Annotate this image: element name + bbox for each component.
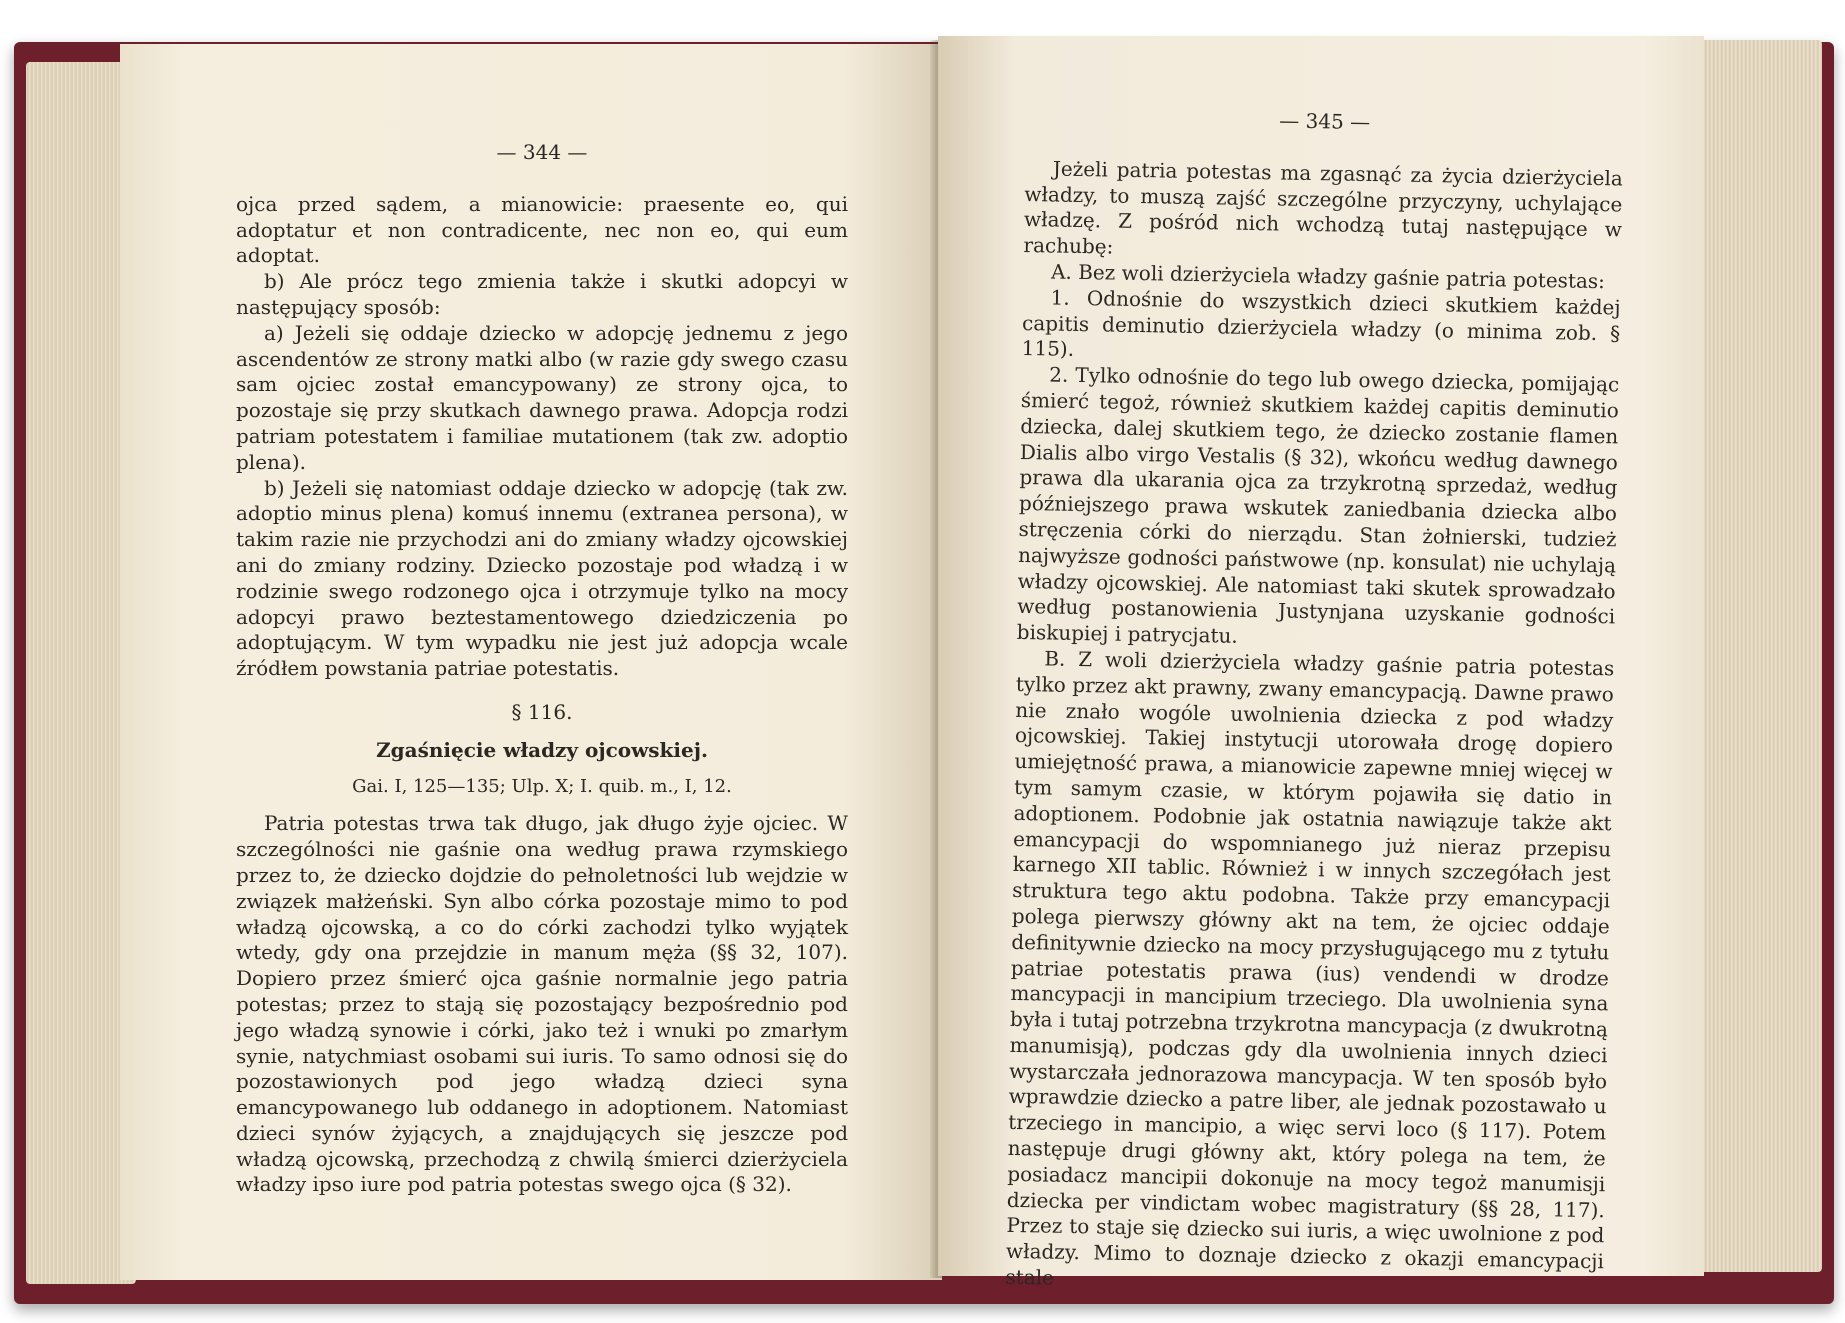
page-number-345: — 345 — [1279, 108, 1371, 135]
left-page [120, 44, 942, 1280]
paragraph: 2. Tylko odnośnie do tego lub owego dziecka, pomijając śmierć tegoż, również skutkiem każdej capitis deminutio dziecka, dalej skutkiem tego, że dziecko zostanie flamen Dialis albo virgo Vestalis (§ 32), wkońcu według dawnego prawa dla ukarania ojca za trzykrotną sprzedaż, według późniejszego prawa wskutek zaniedbania dziecka albo stręczenia córki do nierządu. Stan żołnierski, tudzież najwyższe godności państwowe (np. konsulat) nie uchylają władzy ojcowskiej. Ale natomiast taki skutek sprowadzało według postanowienia Justynjana uzyskanie godności biskupiej i patrycjatu. [1016, 362, 1620, 648]
right-page [938, 36, 1704, 1290]
right-page-text [1005, 104, 1624, 1301]
paragraph: ojca przed sądem, a mianowicie: praesente eo, qui adoptatur et non contradicente, nec non eo, qui eum adoptat. [236, 191, 848, 268]
paragraph: b) Ale prócz tego zmienia także i skutki adopcyi w następujący sposób: [236, 269, 848, 319]
left-page-text [236, 140, 848, 1198]
paragraph: B. Z woli dzierżyciela władzy gaśnie patria potestas tylko przez akt prawny, zwany emancypacją. Dawne prawo nie znało wogóle uwolnienia dziecka z pod władzy ojcowskiej. Takiej instytucji utorowała drogę dopiero umiejętność prawa, a mianowicie zapewne mniej więcej w tym samym czasie, w którym pojawiła się datio in adoptionem. Podobnie jak ostatnia nawiązuje także akt emancypacji do wspomnianego już nieraz przepisu karnego XII tablic. Również i w innych szczegółach jest struktura tego aktu podobna. Także przy emancypacji polega pierwszy główny akt na tem, że ojciec oddaje definitywnie dziecko na mocy przysługującego mu z tytułu patriae potestatis prawa (ius) vendendi w drodze mancypacji in mancipium trzeciego. Dla uwolnienia syna była i tutaj potrzebna trzykrotna mancypacja (z dwukrotną manumisją), podczas gdy dla uwolnienia innych dzieci wystarczała jednorazowa mancypacja. W ten sposób było wprawdzie dziecko a patre liber, ale jednak pozostawało u trzeciego in mancipio, a więc servi loco (§ 117). Potem następuje drugi główny akt, który polega na tem, że posiadacz mancipii dokonuje na mocy tegoż manumisji dziecka per vindictam wobec magistratury (§§ 28, 117). Przez to staje się dziecko sui iuris, a więc uwolnione z pod władzy. Mimo to doznaje dziecko z okazji emancypacji stale [1005, 646, 1615, 1290]
page-edges-right [1700, 40, 1822, 1272]
paragraph: a) Jeżeli się oddaje dziecko w adopcję jednemu z jego ascendentów ze strony matki albo (w razie gdy swego czasu sam ojciec został emancypowany) ze strony ojca, to pozostaje się przy skutkach dawnego prawa. Adopcja rodzi patriam potestatem i familiae mutationem (tak zw. adoptio plena). [236, 320, 848, 474]
paragraph: Patria potestas trwa tak długo, jak długo żyje ojciec. W szczególności nie gaśnie ona według prawa rzymskiego przez to, że dziecko dojdzie do pełnoletności lub wejdzie w związek małżeński. Syn albo córka pozostaje mimo to pod władzą ojcowską, a co do córki zachodzi tylko wyjątek wtedy, gdy ona przejdzie in manum męża (§§ 32, 107). Dopiero przez śmierć ojca gaśnie normalnie jego patria potestas; przez to stają się pozostający bezpośrednio pod jego władzą synowie i córki, jako też i wnuki po zmarłym synie, natychmiast osobami sui iuris. To samo odnosi się do pozostawionych pod jego władzą dzieci syna emancypowanego lub oddanego in adoptionem. Natomiast dzieci synów żyjących, a znajdujących się jeszcze pod władzą ojcowską, przechodzą z chwilą śmierci dzierżyciela władzy ipso iure pod patria potestas swego ojca (§ 32). [236, 811, 848, 1197]
paragraph: b) Jeżeli się natomiast oddaje dziecko w adopcję (tak zw. adoptio minus plena) komuś innemu (extranea persona), w takim razie nie przychodzi ani do zmiany władzy ojcowskiej ani do zmiany rodziny. Dziecko pozostaje pod władzą i w rodzinie swego rodzonego ojca i otrzymuje tylko na mocy adopcyi prawo beztestamentowego dziedziczenia po adoptującym. W tym wypadku nie jest już adopcja wcale źródłem powstania patriae potestatis. [236, 475, 848, 681]
paragraph: Jeżeli patria potestas ma zgasnąć za życia dzierżyciela władzy, to muszą zajść szczególne przyczyny, uchylające władzę. Z pośród nich wchodzą tutaj następujące w rachubę: [1023, 156, 1624, 259]
section-title: Zgaśnięcie władzy ojcowskiej. [376, 737, 708, 762]
page-number-344: — 344 — [496, 140, 588, 164]
paragraph: 1. Odnośnie do wszystkich dzieci skutkiem każdej capitis deminutio dzierżyciela władzy (o minima zob. § 115). [1021, 285, 1621, 362]
paragraph: A. Bez woli dzierżyciela władzy gaśnie patria potestas: [1050, 259, 1606, 294]
section-references: Gai. I, 125—135; Ulp. X; I. quib. m., I, 12. [352, 775, 732, 797]
section-mark: § 116. [511, 699, 573, 724]
